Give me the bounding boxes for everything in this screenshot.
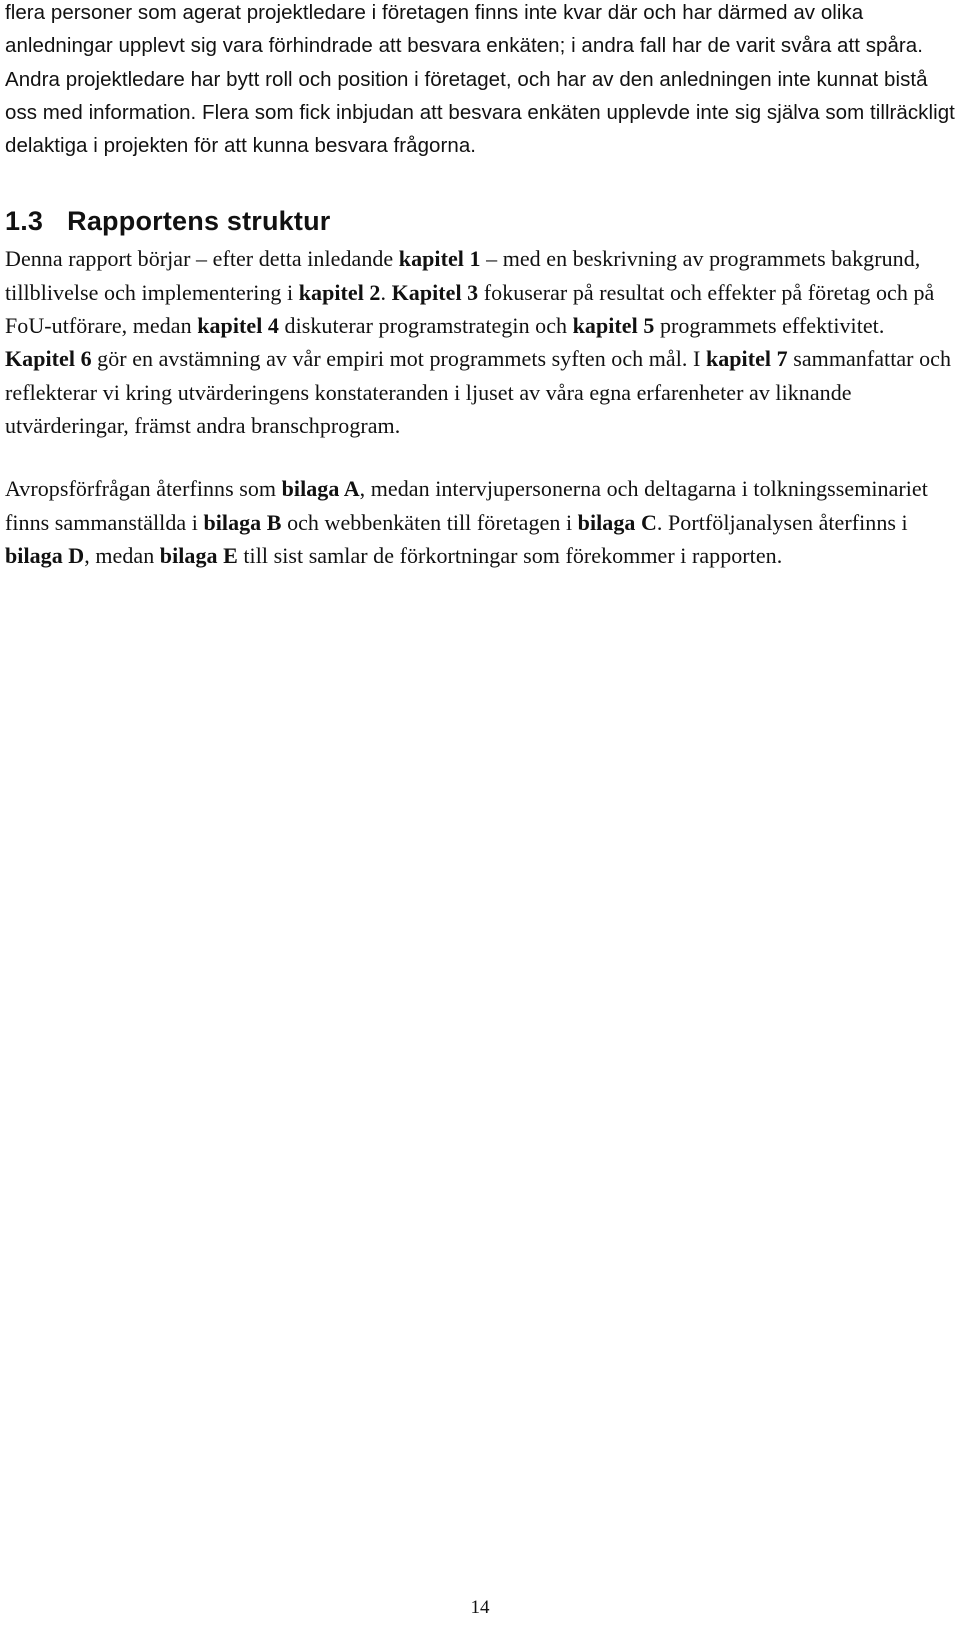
appendix-reference: bilaga C (577, 509, 657, 535)
chapter-reference: Kapitel 3 (391, 279, 479, 305)
text-segment: . (380, 279, 392, 305)
text-segment: till sist samlar de förkortningar som förekommer i rapporten. (237, 542, 783, 568)
text-segment: Avropsförfrågan återfinns som (5, 476, 282, 502)
section-title: Rapportens struktur (67, 206, 331, 237)
section-number: 1.3 (5, 206, 44, 237)
chapter-reference: kapitel 7 (705, 346, 788, 372)
chapter-reference: kapitel 1 (398, 246, 481, 272)
appendix-reference: bilaga A (281, 476, 360, 502)
appendix-reference: bilaga D (5, 542, 85, 568)
text-segment: , medan (84, 542, 160, 568)
text-segment: diskuterar programstrategin och (278, 313, 573, 339)
text-segment: och webbenkäten till företagen i (281, 509, 578, 535)
intro-paragraph (5, 0, 957, 162)
appendix-reference: bilaga E (159, 542, 238, 568)
chapter-reference: Kapitel 6 (5, 346, 92, 372)
chapter-reference: kapitel 4 (197, 313, 279, 339)
document-page (5, 0, 957, 572)
text-segment: fokuserar på resultat och effekter på företag och på FoU-utförare, medan (5, 279, 935, 339)
section-heading (5, 204, 957, 238)
intro-text: flera personer som agerat projektledare i företagen finns inte kvar där och har därmed av olika anledningar upplevt sig vara förhindrade att besvara enkäten; i andra fall har de varit svåra att spåra. Andra projektledare har bytt roll och position i företaget, och har av den anledningen inte kunnat bistå oss med information. Flera som fick inbjudan att besvara enkäten upplevde inte sig själva som tillräckligt delaktiga i projekten för att kunna besvara frågorna. (5, 1, 955, 158)
text-segment: sammanfattar och reflekterar vi kring utvärderingens konstateranden i ljuset av våra egna erfarenheter av liknande utvärderingar, främst andra branschprogram. (5, 346, 952, 438)
text-segment: – med en beskrivning av programmets bakgrund, tillblivelse och implementering i (5, 246, 921, 305)
structure-paragraph (5, 242, 957, 442)
text-segment: . Portföljanalysen återfinns i (656, 509, 908, 535)
appendix-reference: bilaga B (203, 509, 282, 535)
page-number: 14 (470, 1597, 490, 1618)
text-segment: , medan intervjupersonerna och deltagarna i tolkningsseminariet finns sammanställda i (5, 476, 928, 535)
chapter-reference: kapitel 5 (572, 313, 655, 339)
text-segment: gör en avstämning av vår empiri mot programmets syften och mål. I (91, 346, 706, 372)
text-segment: Denna rapport börjar – efter detta inledande (5, 246, 399, 272)
chapter-reference: kapitel 2 (298, 279, 381, 305)
text-segment: programmets effektivitet. (654, 313, 885, 339)
page-footer (0, 1596, 960, 1620)
appendix-paragraph (5, 472, 957, 572)
